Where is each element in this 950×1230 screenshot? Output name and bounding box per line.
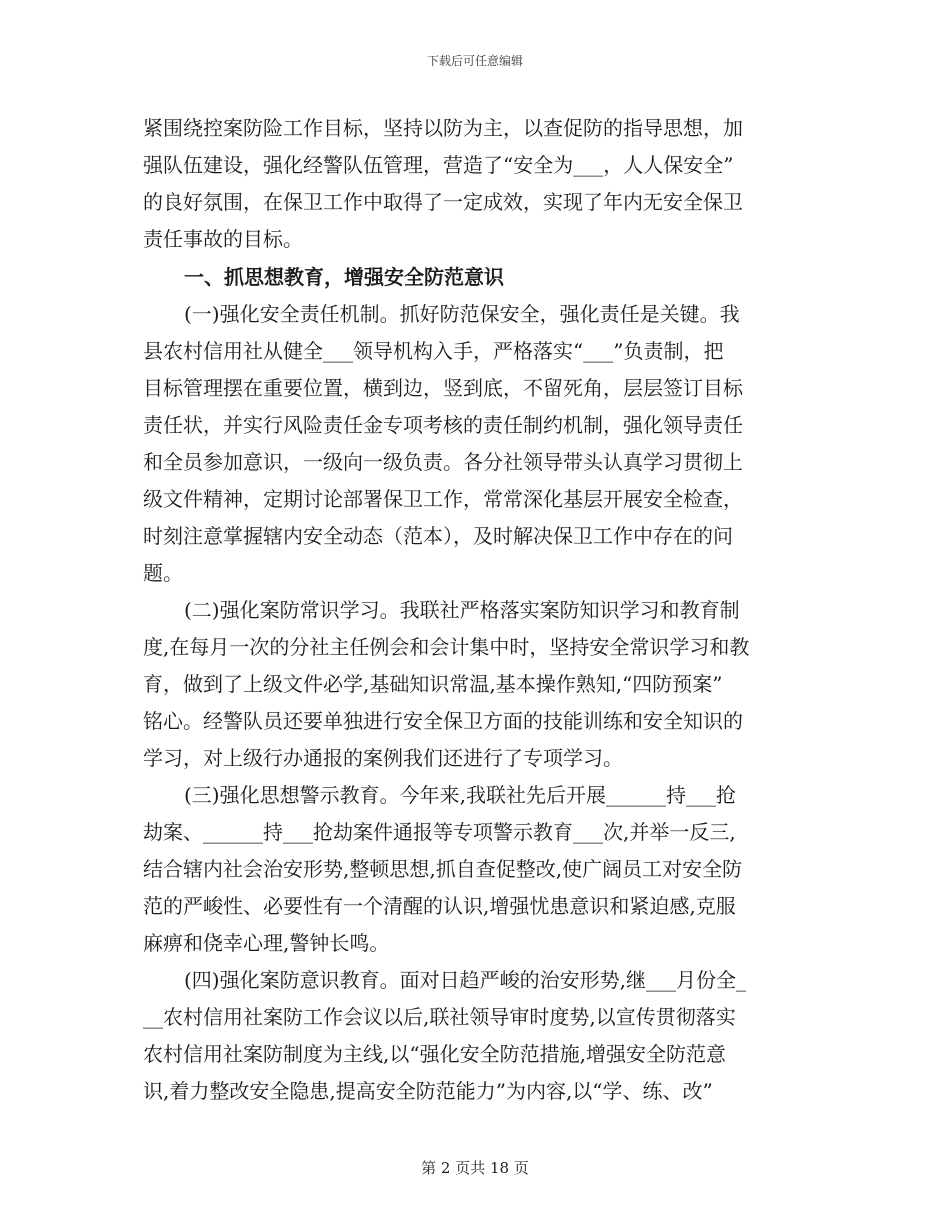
text-line: (四)强化案防意识教育。面对日趋严峻的治安形势,继___月份全_ <box>184 968 746 992</box>
text-line: 县农村信用社从健全___领导机构入手，严格落实“___”负责制，把 <box>143 339 724 363</box>
document-body <box>143 110 807 1110</box>
text-line: 紧围绕控案防险工作目标，坚持以防为主，以查促防的指导思想，加 <box>143 116 743 140</box>
text-line: (三)强化思想警示教育。今年来,我联社先后开展______持___抢 <box>184 783 736 807</box>
text-line: 麻痹和侥幸心理,警钟长鸣。 <box>143 931 390 955</box>
text-line: 的良好氛围，在保卫工作中取得了一定成效，实现了年内无安全保卫 <box>143 190 743 214</box>
text-line: 题。 <box>143 561 183 585</box>
text-line: 育，做到了上级文件必学,基础知识常温,基本操作熟知,“四防预案” <box>143 672 723 696</box>
text-line: 学习，对上级行办通报的案例我们还进行了专项学习。 <box>143 746 623 770</box>
text-line: 责任事故的目标。 <box>143 227 303 251</box>
text-line: 目标管理摆在重要位置，横到边，竖到底，不留死角，层层签订目标 <box>143 376 743 400</box>
text-line: 责任状，并实行风险责任金专项考核的责任制约机制，强化领导责任 <box>143 413 743 437</box>
text-line: 农村信用社案防制度为主线,以“强化安全防范措施,增强安全防范意 <box>143 1042 726 1066</box>
text-line: 度,在每月一次的分社主任例会和会计集中时，坚持安全常识学习和教 <box>143 635 750 659</box>
text-line: 时刻注意掌握辖内安全动态（范本），及时解决保卫工作中存在的问 <box>143 524 733 548</box>
text-line: (一)强化安全责任机制。抓好防范保安全，强化责任是关键。我 <box>184 302 740 326</box>
text-line: 范的严峻性、必要性有一个清醒的认识,增强忧患意识和紧迫感,克服 <box>143 894 736 918</box>
text-line: 级文件精神，定期讨论部署保卫工作，常常深化基层开展安全检查， <box>143 487 743 511</box>
text-line: 结合辖内社会治安形势,整顿思想,抓自查促整改,使广阔员工对安全防 <box>143 857 743 881</box>
page-header-note: 下载后可任意编辑 <box>426 54 523 68</box>
text-line: 强队伍建设，强化经警队伍管理，营造了“安全为___，人人保安全” <box>143 153 734 177</box>
text-line: __农村信用社案防工作会议以后,联社领导审时度势,以宣传贯彻落实 <box>143 1005 736 1029</box>
text-line: 和全员参加意识，一级向一级负责。各分社领导带头认真学习贯彻上 <box>143 450 743 474</box>
section-heading: 一、抓思想教育，增强安全防范意识 <box>184 265 504 289</box>
text-line: 铭心。经警队员还要单独进行安全保卫方面的技能训练和安全知识的 <box>143 709 743 733</box>
text-line: 劫案、______持___抢劫案件通报等专项警示教育___次,并举一反三, <box>143 820 736 844</box>
page-footer: 第 2 页共 18 页 <box>421 1159 529 1177</box>
text-line: (二)强化案防常识学习。我联社严格落实案防知识学习和教育制 <box>184 598 740 622</box>
text-line: 识,着力整改安全隐患,提高安全防范能力”为内容,以“学、练、改” <box>143 1079 713 1103</box>
